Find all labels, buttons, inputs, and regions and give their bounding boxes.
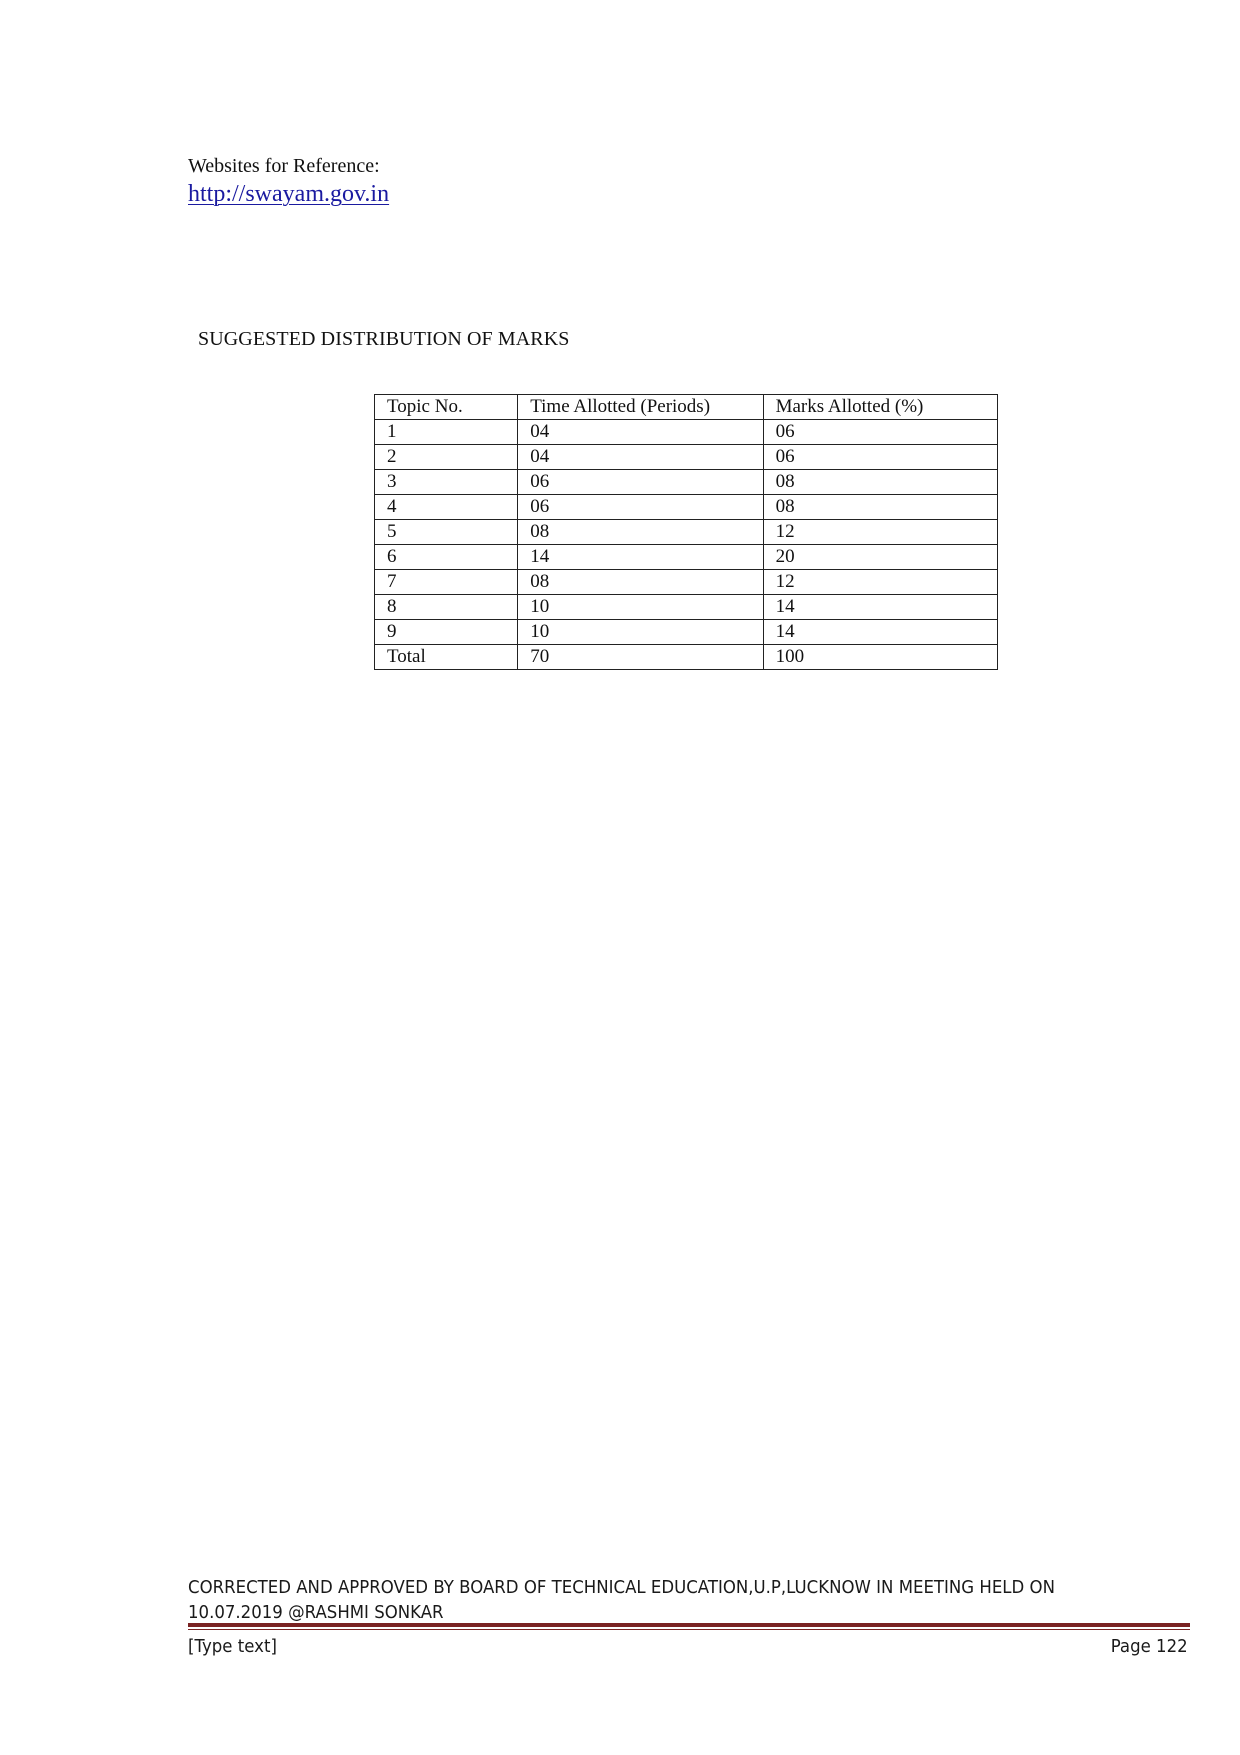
time-cell: 14 — [518, 545, 763, 570]
approval-note — [188, 1575, 1108, 1625]
table-total-row — [375, 645, 998, 670]
table-header-row — [375, 395, 998, 420]
marks-cell: 20 — [763, 545, 997, 570]
section-title: SUGGESTED DISTRIBUTION OF MARKS — [198, 328, 570, 350]
table-row — [375, 445, 998, 470]
topic-cell: 7 — [375, 570, 518, 595]
marks-cell: 14 — [763, 595, 997, 620]
marks-cell: 12 — [763, 520, 997, 545]
topic-cell: 3 — [375, 470, 518, 495]
page-number: Page 122 — [1111, 1636, 1188, 1657]
approval-line-2: 10.07.2019 @RASHMI SONKAR — [188, 1602, 444, 1623]
table-row — [375, 495, 998, 520]
footer-divider-thin — [188, 1629, 1190, 1630]
topic-cell: 9 — [375, 620, 518, 645]
time-cell: 08 — [518, 520, 763, 545]
approval-line-1: CORRECTED AND APPROVED BY BOARD OF TECHNICAL EDUCATION,U.P,LUCKNOW IN MEETING HELD ON — [188, 1577, 1055, 1598]
time-cell: 04 — [518, 445, 763, 470]
header-time-allotted: Time Allotted (Periods) — [518, 395, 763, 420]
references-label: Websites for Reference: — [188, 155, 380, 177]
total-marks-cell: 100 — [763, 645, 997, 670]
marks-cell: 06 — [763, 420, 997, 445]
marks-cell: 14 — [763, 620, 997, 645]
footer-divider-thick — [188, 1623, 1190, 1627]
time-cell: 06 — [518, 470, 763, 495]
swayam-link[interactable]: http://swayam.gov.in — [188, 181, 390, 207]
footer-placeholder-text: [Type text] — [188, 1636, 277, 1657]
total-time-cell: 70 — [518, 645, 763, 670]
table-row — [375, 520, 998, 545]
topic-cell: 4 — [375, 495, 518, 520]
topic-cell: 8 — [375, 595, 518, 620]
table-row — [375, 595, 998, 620]
marks-cell: 06 — [763, 445, 997, 470]
time-cell: 10 — [518, 595, 763, 620]
topic-cell: 5 — [375, 520, 518, 545]
marks-cell: 08 — [763, 470, 997, 495]
table-row — [375, 470, 998, 495]
time-cell: 06 — [518, 495, 763, 520]
total-label-cell: Total — [375, 645, 518, 670]
time-cell: 04 — [518, 420, 763, 445]
marks-cell: 08 — [763, 495, 997, 520]
topic-cell: 6 — [375, 545, 518, 570]
table-row — [375, 420, 998, 445]
marks-distribution-table — [374, 394, 998, 670]
table-row — [375, 620, 998, 645]
topic-cell: 1 — [375, 420, 518, 445]
topic-cell: 2 — [375, 445, 518, 470]
table-row — [375, 570, 998, 595]
footer-divider — [188, 1623, 1190, 1630]
time-cell: 10 — [518, 620, 763, 645]
header-marks-allotted: Marks Allotted (%) — [763, 395, 997, 420]
time-cell: 08 — [518, 570, 763, 595]
header-topic-no: Topic No. — [375, 395, 518, 420]
table-row — [375, 545, 998, 570]
marks-cell: 12 — [763, 570, 997, 595]
